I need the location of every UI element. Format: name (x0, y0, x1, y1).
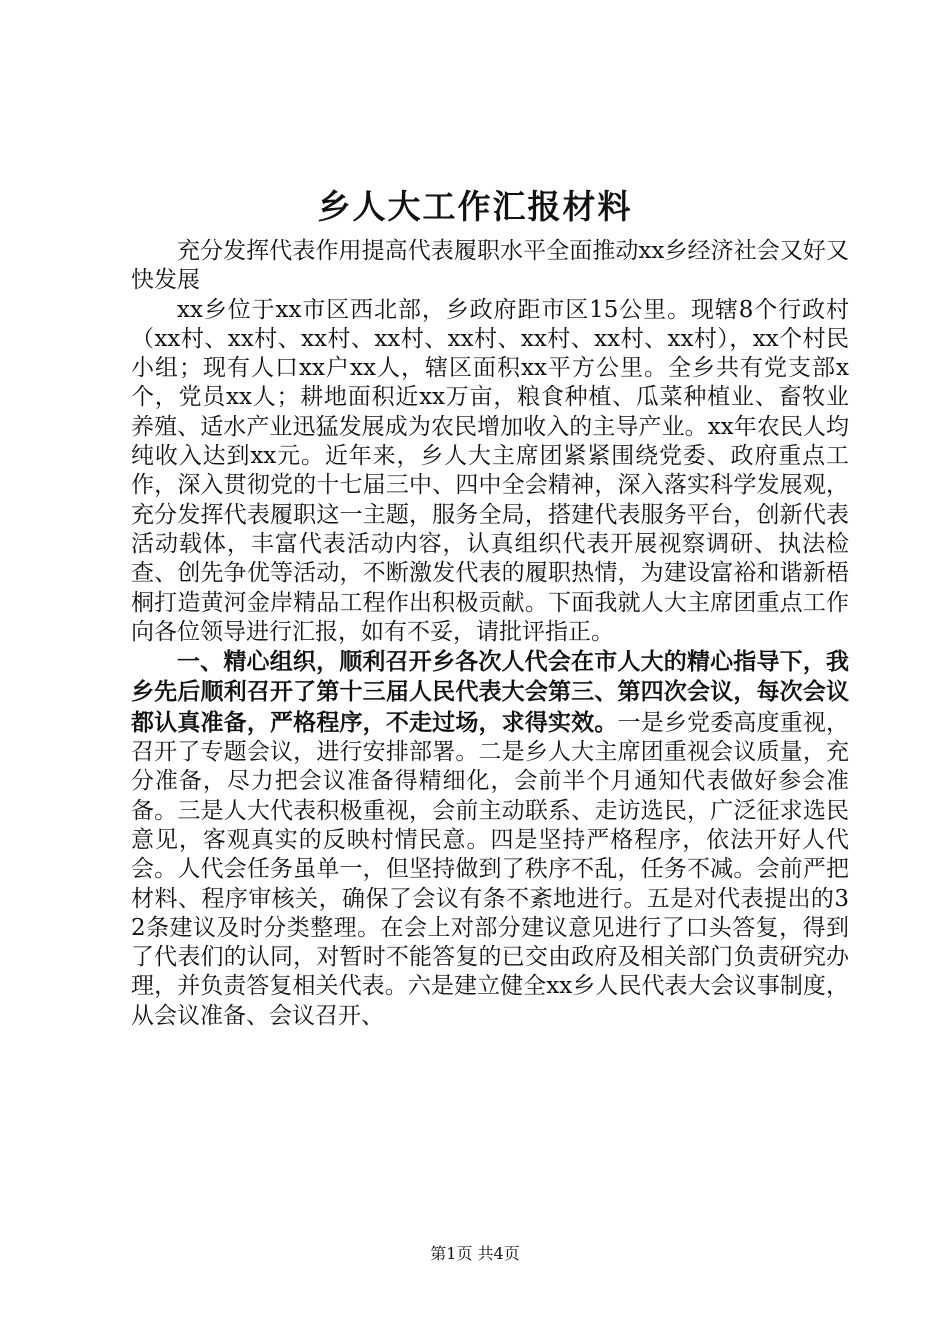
paragraph-text: xx乡位于xx市区西北部，乡政府距市区15公里。现辖8个行政村（xx村、xx村、xx村、xx村、xx村、xx村、xx村、xx村），xx个村民小组；现有人口xx户xx人，辖区面积xx平方公里。全乡共有党支部x个，党员xx人；耕地面积近xx万亩，粮食种植、瓜菜种植业、畜牧业养殖、适水产业迅猛发展成为农民增加收入的主导产业。xx年农民人均纯收入达到xx元。近年来，乡人大主席团紧紧围绕党委、政府重点工作，深入贯彻党的十七届三中、四中全会精神，深入落实科学发展观，充分发挥代表履职这一主题，服务全局，搭建代表服务平台，创新代表活动载体，丰富代表活动内容，认真组织代表开展视察调研、执法检查、创先争优等活动，不断激发代表的履职热情，为建设富裕和谐新梧桐打造黄河金岸精品工程作出积极贡献。下面我就人大主席团重点工作向各位领导进行汇报，如有不妥，请批评指正。 (131, 296, 849, 645)
section-heading: 一、精心组织，顺利召开乡各次人代会在市人大的精心指导下，我乡先后顺利召开了第十三届人民代表大会第三、第四次会议，每次会议都认真准备，严格程序，不走过场，求得实效。 (131, 648, 849, 736)
overview-paragraph (131, 296, 849, 648)
paragraph-text: 一是乡党委高度重视，召开了专题会议，进行安排部署。二是乡人大主席团重视会议质量，充分准备，尽力把会议准备得精细化，会前半个月通知代表做好参会准备。三是人大代表积极重视，会前主动联系、走访选民，广泛征求选民意见，客观真实的反映村情民意。四是坚持严格程序，依法开好人代会。人代会任务虽单一，但坚持做到了秩序不乱，任务不减。会前严把材料、程序审核关，确保了会议有条不紊地进行。五是对代表提出的32条建议及时分类整理。在会上对部分建议意见进行了口头答复，得到了代表们的认同，对暂时不能答复的已交由政府及相关部门负责研究办理，并负责答复相关代表。六是建立健全xx乡人民代表大会议事制度，从会议准备、会议召开、 (131, 709, 850, 1029)
section-one-paragraph (131, 647, 849, 1031)
page-footer: 第1页 共4页 (430, 1244, 520, 1263)
document-body (131, 237, 849, 1031)
document-title: 乡人大工作汇报材料 (317, 187, 633, 226)
subtitle-paragraph (131, 237, 849, 296)
paragraph-text: 充分发挥代表作用提高代表履职水平全面推动xx乡经济社会又好又快发展 (131, 238, 849, 294)
